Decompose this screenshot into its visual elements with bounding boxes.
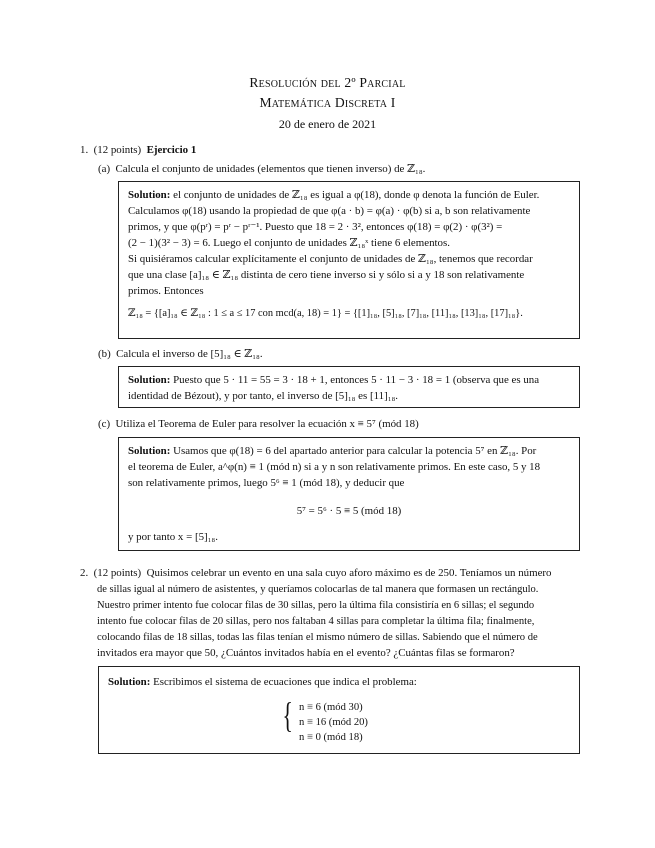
solution-line: (2 − 1)(3² − 3) = 6. Luego el conjunto de unidades ℤ₁₈ˣ tiene 6 elementos.: [128, 237, 450, 249]
question-2-line: Nuestro primer intento fue colocar filas de 30 sillas, pero la última fila consistiría en 6 sillas; el segundo: [97, 600, 535, 611]
congruence-row: n ≡ 16 (mód 20): [299, 717, 368, 729]
document-title: Resolución del 2º Parcial: [249, 75, 406, 90]
solution-label: Solution:: [128, 189, 171, 201]
part-label: (a): [98, 163, 111, 175]
question-2-header: 2. (12 points) Quisimos celebrar un evento en una sala cuyo aforo máximo es de 250. Teníamos un número: [80, 567, 552, 579]
question-2-line: de sillas igual al número de asistentes, y queríamos colocarlas de tal manera que formasen un rectángulo.: [97, 584, 539, 595]
solution-box-a: [118, 181, 580, 339]
question-2-line: intento fue colocar filas de 20 sillas, pero nos faltaban 4 sillas para completar la última fila; finalmente,: [97, 616, 535, 627]
solution-line: Si quisiéramos calcular explícitamente el conjunto de unidades de ℤ₁₈, tenemos que recordar: [128, 253, 533, 265]
solution-closing: y por tanto x = [5]₁₈.: [128, 531, 218, 543]
solution-line: Solution: Escribimos el sistema de ecuaciones que indica el problema:: [108, 676, 417, 688]
solution-line: primos, y que φ(pʳ) = pʳ − pʳ⁻¹. Puesto que 18 = 2 · 3², entonces φ(18) = φ(2) · φ(3²) =: [128, 221, 503, 233]
congruence-system: [299, 700, 368, 746]
solution-label: Solution:: [128, 445, 171, 457]
solution-line: que una clase [a]₁₈ ∈ ℤ₁₈ distinta de cero tiene inverso si y sólo si a y 18 son relativamente: [128, 269, 525, 281]
solution-line: Solution: Usamos que φ(18) = 6 del apartado anterior para calcular la potencia 5⁷ en ℤ₁₈. Por: [128, 445, 537, 457]
congruence-row: n ≡ 6 (mód 30): [299, 702, 363, 713]
euler-formula: 5⁷ = 5⁶ · 5 ≡ 5 (mód 18): [296, 505, 402, 517]
course-name: Matemática Discreta I: [259, 95, 396, 110]
solution-box-2: [98, 666, 580, 754]
solution-box-c: [118, 437, 580, 551]
solution-line: el teorema de Euler, a^φ(n) ≡ 1 (mód n) si a y n son relativamente primos. En este caso, 5 y 18: [128, 461, 541, 473]
part-text: Calcula el conjunto de unidades (elementos que tienen inverso) de ℤ₁₈.: [115, 163, 426, 175]
question-points: (12 points): [93, 144, 142, 156]
question-2-line: invitados era mayor que 50, ¿Cuántos invitados había en el evento? ¿Cuántas filas se formaron?: [97, 647, 515, 659]
question-points: (12 points): [93, 567, 142, 579]
question-number: 1.: [80, 144, 89, 156]
units-formula: ℤ₁₈ = {[a]₁₈ ∈ ℤ₁₈ : 1 ≤ a ≤ 17 con mcd(a, 18) = 1} = {[1]₁₈, [5]₁₈, [7]₁₈, [11]₁₈, [13]₁₈, [17]₁₈}.: [128, 308, 523, 319]
question-title: Ejercicio 1: [146, 144, 197, 156]
part-label: (c): [98, 418, 111, 430]
congruence-row: n ≡ 0 (mód 18): [299, 732, 363, 744]
part-a-prompt: [98, 162, 425, 177]
solution-line: son relativamente primos, luego 5⁶ ≡ 1 (mód 18), y deducir que: [128, 477, 405, 489]
solution-box-b: [118, 366, 580, 408]
solution-label: Solution:: [128, 374, 171, 386]
solution-label: Solution:: [108, 676, 151, 688]
exam-date: 20 de enero de 2021: [278, 117, 377, 131]
question-2-line: colocando filas de 18 sillas, todas las filas tenían el mismo número de sillas. Sabiendo que el número de: [97, 632, 538, 643]
question-1-header: [80, 143, 196, 158]
part-text: Utiliza el Teorema de Euler para resolver la ecuación x ≡ 5⁷ (mód 18): [115, 418, 419, 430]
left-brace-icon: {: [282, 695, 293, 735]
solution-line: Solution: el conjunto de unidades de ℤ₁₈ es igual a φ(18), donde φ denota la función de Euler.: [128, 189, 540, 201]
part-b-prompt: [98, 347, 263, 362]
solution-line: Solution: Puesto que 5 · 11 = 55 = 3 · 18 + 1, entonces 5 · 11 − 3 · 18 = 1 (observa que es una: [128, 374, 540, 386]
question-number: 2.: [80, 567, 89, 579]
part-text: Calcula el inverso de [5]₁₈ ∈ ℤ₁₈.: [116, 348, 263, 360]
solution-line: primos. Entonces: [128, 285, 204, 297]
part-c-prompt: [98, 417, 419, 432]
solution-line: identidad de Bézout), y por tanto, el inverso de [5]₁₈ es [11]₁₈.: [128, 390, 399, 402]
solution-line: Calculamos φ(18) usando la propiedad de que φ(a · b) = φ(a) · φ(b) si a, b son relativamente: [128, 205, 531, 217]
part-label: (b): [98, 348, 111, 360]
